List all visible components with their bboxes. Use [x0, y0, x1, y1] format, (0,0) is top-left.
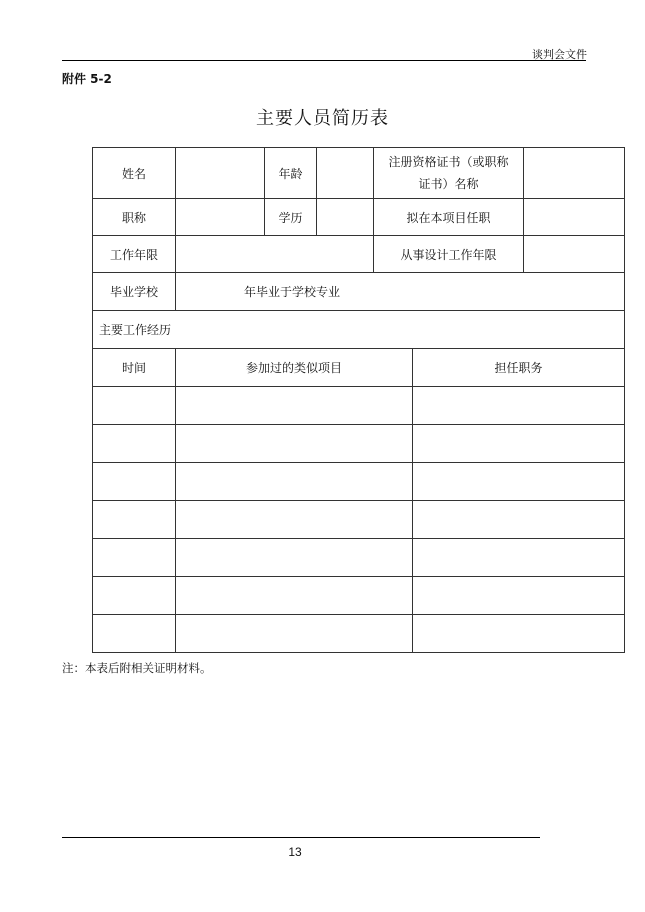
project-cell[interactable] — [176, 501, 413, 539]
school-label: 毕业学校 — [93, 273, 176, 311]
job-title-label: 职称 — [93, 199, 176, 236]
education-field[interactable] — [317, 199, 374, 236]
table-row — [93, 539, 625, 577]
time-cell[interactable] — [93, 501, 176, 539]
project-cell[interactable] — [176, 387, 413, 425]
project-cell[interactable] — [176, 463, 413, 501]
time-cell[interactable] — [93, 387, 176, 425]
page-title: 主要人员简历表 — [256, 108, 389, 129]
header-doc-label: 谈判会文件 — [532, 48, 587, 61]
project-cell[interactable] — [176, 615, 413, 653]
footer-divider — [62, 837, 540, 838]
column-header-projects: 参加过的类似项目 — [176, 349, 413, 387]
certificate-label-line1: 注册资格证书（或职称 — [388, 155, 509, 169]
role-cell[interactable] — [413, 539, 625, 577]
age-label: 年龄 — [265, 148, 317, 199]
role-cell[interactable] — [413, 501, 625, 539]
time-cell[interactable] — [93, 539, 176, 577]
header-divider — [62, 60, 586, 61]
work-years-field[interactable] — [176, 236, 374, 273]
proposed-role-label: 拟在本项目任职 — [374, 199, 524, 236]
work-years-label: 工作年限 — [93, 236, 176, 273]
column-header-role: 担任职务 — [413, 349, 625, 387]
role-cell[interactable] — [413, 425, 625, 463]
certificate-label — [374, 148, 524, 199]
name-label: 姓名 — [93, 148, 176, 199]
role-cell[interactable] — [413, 615, 625, 653]
design-years-field[interactable] — [524, 236, 625, 273]
role-cell[interactable] — [413, 577, 625, 615]
project-cell[interactable] — [176, 425, 413, 463]
education-label: 学历 — [265, 199, 317, 236]
time-cell[interactable] — [93, 425, 176, 463]
project-cell[interactable] — [176, 577, 413, 615]
table-row — [93, 501, 625, 539]
table-row — [93, 387, 625, 425]
time-cell[interactable] — [93, 463, 176, 501]
attachment-label: 附件 5-2 — [62, 72, 112, 86]
proposed-role-field[interactable] — [524, 199, 625, 236]
table-row — [93, 463, 625, 501]
time-cell[interactable] — [93, 615, 176, 653]
footnote: 注：本表后附相关证明材料。 — [62, 661, 212, 675]
experience-label: 主要工作经历 — [93, 311, 625, 349]
name-field[interactable] — [176, 148, 265, 199]
design-years-label: 从事设计工作年限 — [374, 236, 524, 273]
resume-table — [92, 147, 625, 653]
role-cell[interactable] — [413, 387, 625, 425]
school-field[interactable]: 年毕业于学校专业 — [176, 273, 625, 311]
certificate-label-line2: 证书）名称 — [418, 177, 479, 191]
certificate-field[interactable] — [524, 148, 625, 199]
job-title-field[interactable] — [176, 199, 265, 236]
project-cell[interactable] — [176, 539, 413, 577]
table-row — [93, 615, 625, 653]
column-header-time: 时间 — [93, 349, 176, 387]
role-cell[interactable] — [413, 463, 625, 501]
age-field[interactable] — [317, 148, 374, 199]
table-row — [93, 577, 625, 615]
page-number: 13 — [288, 845, 302, 859]
time-cell[interactable] — [93, 577, 176, 615]
table-row — [93, 425, 625, 463]
